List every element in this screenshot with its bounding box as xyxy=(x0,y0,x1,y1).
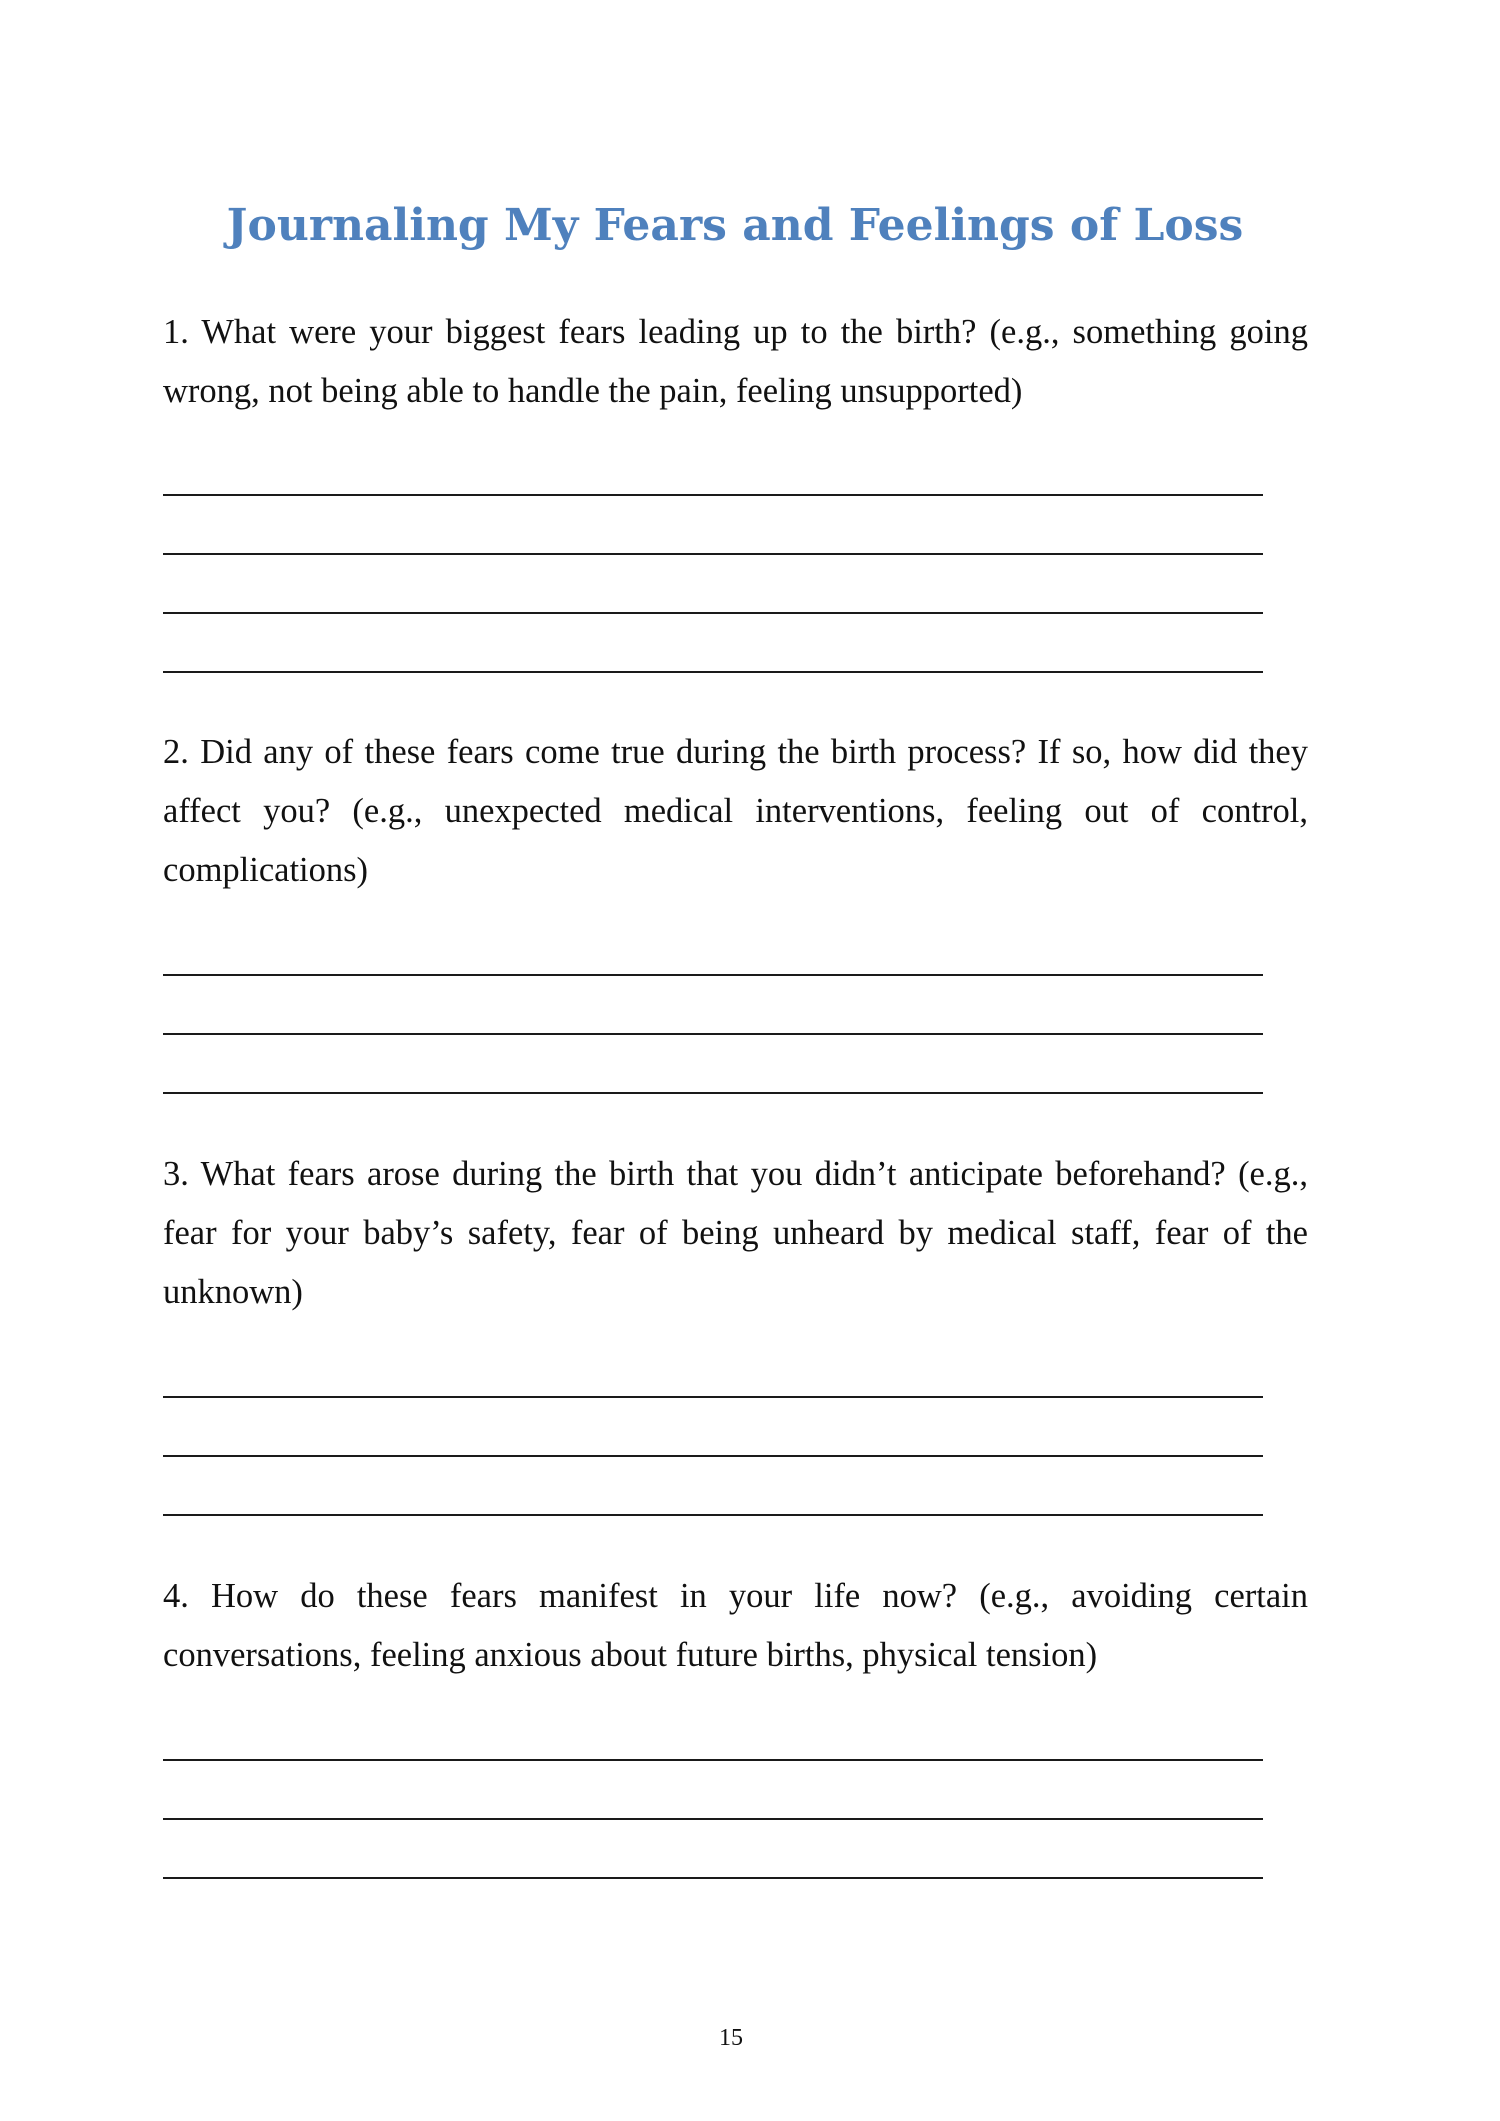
answer-line[interactable] xyxy=(163,1092,1263,1094)
question-3: 3. What fears arose during the birth that you didn’t anticipate beforehand? (e.g., fear for your baby’s safety, fear of being unheard by medical staff, fear of the unknown) xyxy=(163,1155,1308,1311)
page-number: 15 xyxy=(719,2025,743,2051)
answer-line[interactable] xyxy=(163,1033,1263,1035)
answer-line[interactable] xyxy=(163,1396,1263,1398)
answer-line[interactable] xyxy=(163,494,1263,496)
answer-line[interactable] xyxy=(163,671,1263,673)
answer-line[interactable] xyxy=(163,1759,1263,1761)
question-4: 4. How do these fears manifest in your life now? (e.g., avoiding certain conversations, feeling anxious about future births, physical tension) xyxy=(163,1577,1308,1674)
answer-line[interactable] xyxy=(163,612,1263,614)
answer-line[interactable] xyxy=(163,553,1263,555)
answer-line[interactable] xyxy=(163,1877,1263,1879)
answer-line[interactable] xyxy=(163,1514,1263,1516)
question-1: 1. What were your biggest fears leading up to the birth? (e.g., something going wrong, not being able to handle the pain, feeling unsupported) xyxy=(163,313,1308,410)
answer-line[interactable] xyxy=(163,1818,1263,1820)
answer-line[interactable] xyxy=(163,974,1263,976)
answer-line[interactable] xyxy=(163,1455,1263,1457)
question-2: 2. Did any of these fears come true during the birth process? If so, how did they affect you? (e.g., unexpected medical interventions, feeling out of control, complications) xyxy=(163,733,1308,889)
page-title: Journaling My Fears and Feelings of Loss xyxy=(226,200,1244,251)
